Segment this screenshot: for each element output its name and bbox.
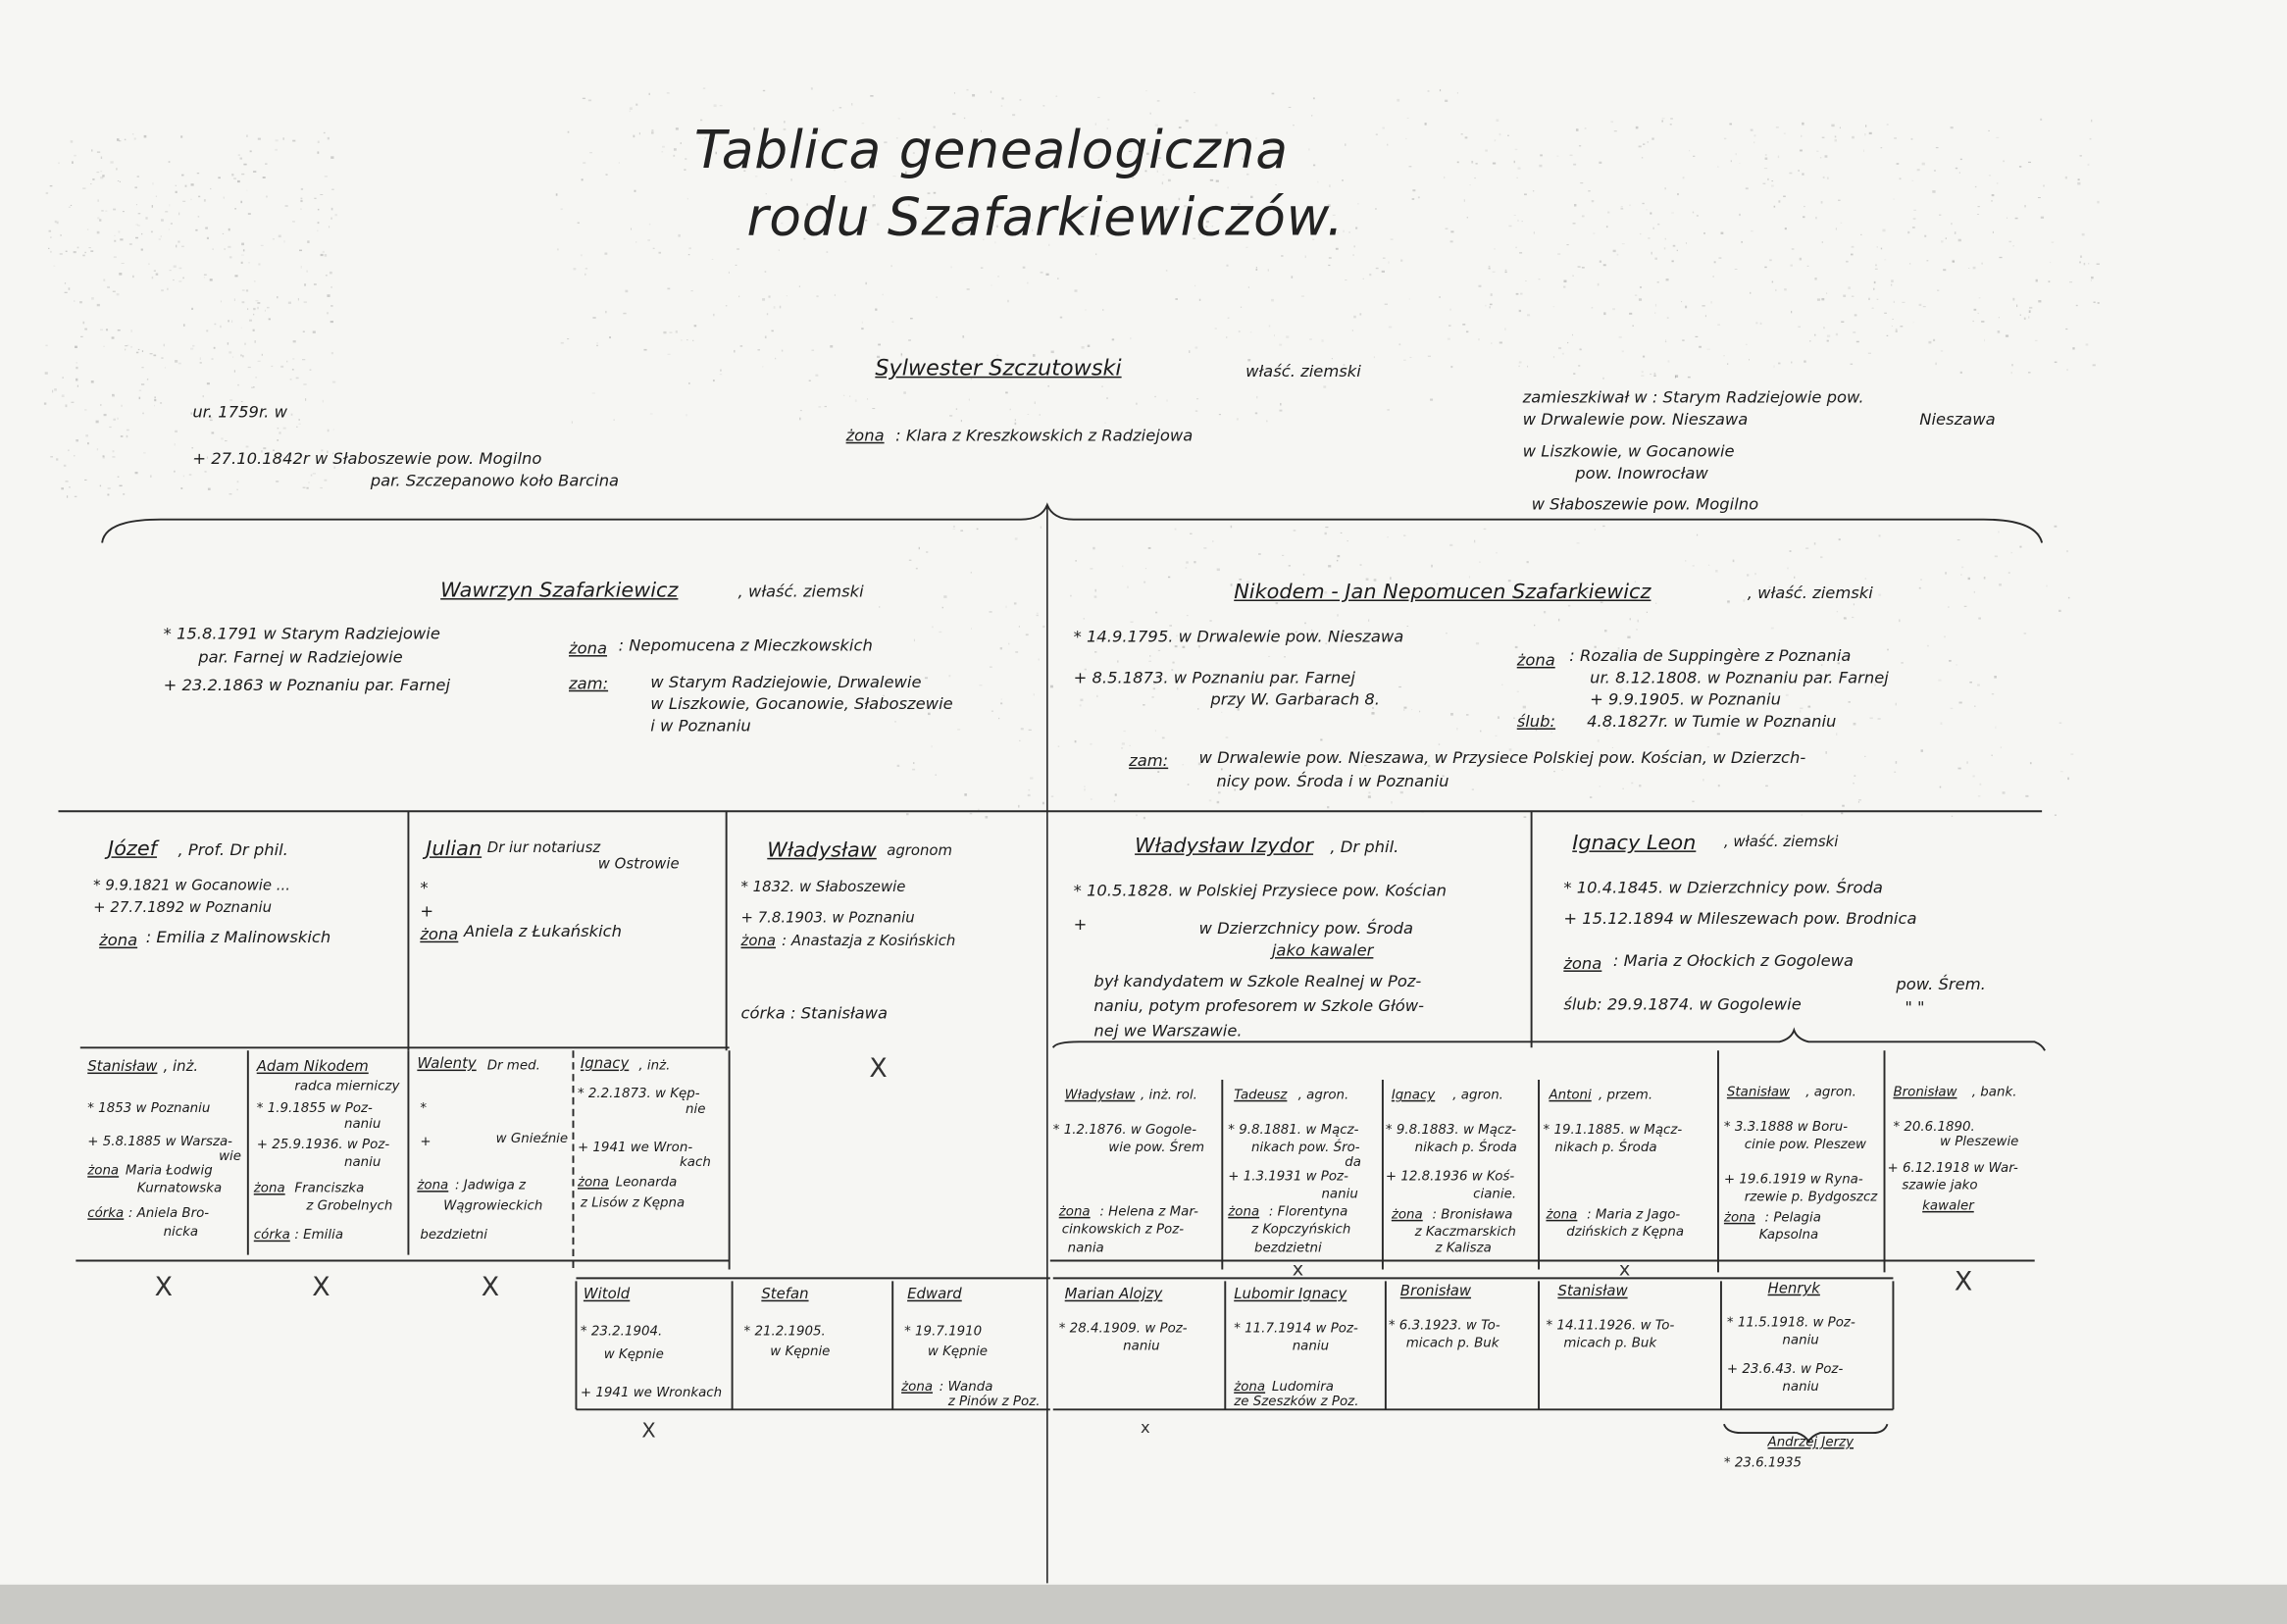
nikodem-wife: : Rozalia de Suppingère z Poznania [1569,646,1852,666]
ignacy-inz-line-3: + 1941 we Wron- [577,1141,693,1156]
wawrzyn-role: , właść. ziemski [737,582,864,602]
bronislaw-bank-name: Bronisław [1893,1085,1957,1100]
ignacy-agron-title: , agron. [1452,1088,1503,1103]
no-issue-mark: x [1141,1418,1150,1438]
jozef-wife-label: żona [99,931,138,950]
bronislaw-g5-line-2: micach p. Buk [1405,1336,1499,1351]
jozef-line-2: + 27.7.1892 w Poznaniu [93,900,273,917]
henryk-line-4: naniu [1782,1380,1819,1396]
tadeusz-wife2: z Kopczyńskich [1251,1222,1351,1238]
tadeusz-title: , agron. [1297,1088,1349,1103]
stanislaw-g5-name: Stanisław [1557,1284,1628,1300]
marian-alojzy-line-2: naniu [1123,1339,1160,1354]
walenty-name: Walenty [417,1056,477,1073]
witold-name: Witold [583,1287,631,1303]
root-name: Sylwester Szczutowski [875,354,1122,381]
bronislaw-bank-line-5: kawaler [1922,1199,1974,1214]
nikodem-name: Nikodem - Jan Nepomucen Szafarkiewicz [1234,581,1652,604]
ignacy-inz-wife2: z Lisów z Kępna [580,1196,686,1211]
wladyslaw-inzrol-name: Władysław [1064,1088,1136,1103]
wladyslaw-izydor-line-6: naniu, potym profesorem w Szkole Głów- [1093,996,1425,1016]
no-issue-mark: X [641,1419,656,1444]
root-role: właść. ziemski [1245,361,1361,381]
wawrzyn-line-2: par. Farnej w Radziejowie [198,647,403,667]
nikodem-line-2: + 8.5.1873. w Poznaniu par. Farnej [1073,668,1355,687]
antoni-line-1: * 19.1.1885. w Mącz- [1543,1123,1683,1139]
lubomir-ignacy-line-1: * 11.7.1914 w Poz- [1234,1322,1358,1337]
tadeusz-line-4: + 1.3.1931 w Poz- [1228,1170,1348,1186]
wawrzyn-wife-label: żona [569,638,608,659]
nikodem-wife-line-2: + 9.9.1905. w Poznaniu [1590,689,1781,710]
adam-nikodem-line-3: naniu [343,1117,381,1133]
walenty-line-2: + [420,1135,432,1150]
tadeusz-wife-label: żona [1228,1204,1260,1220]
wladyslaw-inzrol-wife3: nania [1067,1242,1104,1257]
nikodem-wife-line-1: ur. 8.12.1808. w Poznaniu par. Farnej [1590,668,1889,687]
walenty-wife: : Jadwiga z [455,1179,527,1194]
ignacy-leon-line-2: + 15.12.1894 w Mileszewach pow. Brodnica [1563,908,1917,929]
lubomir-ignacy-wife-label: żona [1234,1380,1266,1396]
wladyslaw-izydor-line-3: w Dzierzchnicy pow. Środa [1198,919,1414,939]
no-issue-mark: X [312,1272,330,1303]
stanislaw-agron-line-3: + 19.6.1919 w Ryna- [1723,1173,1863,1189]
document-title-line2: rodu Szafarkiewiczów. [746,187,1345,248]
wladyslaw-agronom-line-2: + 7.8.1903. w Poznaniu [740,910,915,927]
adam-nikodem-line-5: naniu [343,1155,381,1171]
antoni-wife2: dzińskich z Kępna [1566,1225,1685,1241]
lubomir-ignacy-wife: Ludomira [1271,1380,1334,1396]
adam-nikodem-name: Adam Nikodem [256,1059,369,1076]
andrzej-jerzy-born: * 23.6.1935 [1723,1455,1802,1471]
marian-alojzy-line-1: * 28.4.1909. w Poz- [1058,1322,1188,1337]
walenty-wife2: Wągrowieckich [443,1199,543,1214]
ignacy-leon-name: Ignacy Leon [1572,832,1697,855]
wladyslaw-izydor-line-7: nej we Warszawie. [1093,1021,1243,1040]
nikodem-wife-label: żona [1516,650,1555,670]
witold-line-3: + 1941 we Wronkach [580,1386,723,1401]
antoni-line-2: nikach p. Środa [1554,1141,1657,1156]
wladyslaw-agronom-line-1: * 1832. w Słaboszewie [740,880,906,896]
adam-nikodem-line-1: radca mierniczy [294,1080,400,1094]
tadeusz-line-2: nikach pow. Śro- [1251,1141,1360,1156]
stanislaw-inz-line-2: + 5.8.1885 w Warsza- [87,1135,233,1150]
lubomir-ignacy-wife2: ze Szeszków z Poz. [1234,1395,1359,1410]
stanislaw-inz-wife-label: żona [87,1164,120,1180]
lubomir-ignacy-name: Lubomir Ignacy [1234,1287,1347,1303]
root-residence-6: w Słaboszewie pow. Mogilno [1531,494,1759,514]
adam-nikodem-wife-label: żona [253,1182,285,1197]
wladyslaw-inzrol-wife-label: żona [1058,1204,1091,1220]
root-residence-4: w Liszkowie, w Gocanowie [1522,441,1735,462]
adam-nikodem-line-4: + 25.9.1936. w Poz- [256,1138,390,1153]
stanislaw-agron-name: Stanisław [1726,1085,1791,1100]
ignacy-inz-line-4: kach [680,1155,711,1171]
witold-line-1: * 23.2.1904. [580,1324,663,1340]
wladyslaw-inzrol-wife2: cinkowskich z Poz- [1061,1222,1185,1238]
ignacy-leon-line-1: * 10.4.1845. w Dzierzchnicy pow. Środa [1563,878,1883,898]
antoni-name: Antoni [1549,1088,1592,1103]
adam-nikodem-wife: Franciszka [294,1182,365,1197]
ignacy-leon-wife-label: żona [1563,954,1602,974]
antoni-wife: : Maria z Jago- [1587,1207,1681,1223]
walenty-child: bezdzietni [420,1228,488,1243]
root-residence-2: w Drwalewie pow. Nieszawa [1522,410,1749,430]
edward-wife2: z Pinów z Poz. [947,1395,1041,1410]
ignacy-leon-ditto: " " [1905,997,1925,1018]
no-issue-mark: x [1618,1259,1631,1282]
ignacy-inz-wife-label: żona [577,1176,609,1192]
adam-nikodem-wife2: z Grobelnych [306,1199,393,1214]
lubomir-ignacy-line-2: naniu [1292,1339,1330,1354]
bronislaw-bank-line-4: szawie jako [1902,1179,1978,1194]
adam-nikodem-child-label: córka [253,1228,290,1243]
stanislaw-inz-child-label: córka [87,1206,125,1222]
ignacy-leon-wife-extra: pow. Śrem. [1896,974,1986,994]
antoni-wife-label: żona [1546,1207,1578,1223]
ignacy-agron-line-2: nikach p. Środa [1414,1141,1517,1156]
jozef-title: , Prof. Dr phil. [178,840,288,860]
jozef-line-1: * 9.9.1821 w Gocanowie ... [93,878,291,895]
ignacy-inz-line-2: nie [686,1102,706,1118]
root-wife: : Klara z Kreszkowskich z Radziejowa [895,426,1194,445]
stanislaw-inz-child2: nicka [163,1225,199,1241]
walenty-wife-label: żona [417,1179,449,1194]
wladyslaw-inzrol-title: , inż. rol. [1141,1088,1197,1103]
wladyslaw-agronom-title: agronom [887,842,953,860]
antoni-title: , przem. [1599,1088,1653,1103]
ignacy-inz-line-1: * 2.2.1873. w Kęp- [577,1087,700,1102]
wladyslaw-agronom-wife-label: żona [740,934,776,950]
edward-name: Edward [907,1287,962,1303]
wawrzyn-wife: : Nepomucena z Mieczkowskich [618,635,873,656]
julian-line-2: + [420,901,434,921]
wladyslaw-agronom-name: Władysław [767,838,877,863]
julian-place: w Ostrowie [597,856,680,873]
ignacy-agron-line-1: * 9.8.1883. w Mącz- [1385,1123,1517,1139]
walenty-line-1: * [420,1101,428,1117]
stanislaw-agron-wife-label: żona [1723,1210,1755,1226]
bronislaw-bank-line-2: w Pleszewie [1940,1135,2019,1150]
henryk-line-3: + 23.6.43. w Poz- [1726,1362,1844,1378]
stanislaw-g5-line-2: micach p. Buk [1563,1336,1657,1351]
wawrzyn-res-label: zam: [569,674,609,693]
tadeusz-line-3: da [1345,1155,1361,1171]
tadeusz-child: bezdzietni [1254,1242,1322,1257]
nikodem-role: , właść. ziemski [1747,584,1873,603]
stanislaw-inz-wife: Maria Łodwig [125,1164,213,1180]
root-born: ur. 1759r. w [192,402,287,422]
walenty-line-3: w Gnieźnie [495,1132,569,1147]
wladyslaw-izydor-line-4: jako kawaler [1271,940,1374,961]
bronislaw-bank-line-3: + 6.12.1918 w War- [1887,1161,2018,1177]
jozef-wife: : Emilia z Malinowskich [145,928,331,947]
bronislaw-bank-line-1: * 20.6.1890. [1893,1120,1975,1136]
wawrzyn-line-1: * 15.8.1791 w Starym Radziejowie [163,624,440,644]
henryk-name: Henryk [1767,1281,1820,1297]
wawrzyn-res-1: w Starym Radziejowie, Drwalewie [650,672,922,692]
root-residence-1: zamieszkiwał w : Starym Radziejowie pow. [1522,387,1864,408]
stanislaw-agron-line-2: cinie pow. Pleszew [1744,1138,1867,1153]
scan-bottom-edge [0,1585,2287,1624]
bronislaw-bank-title: , bank. [1971,1085,2017,1100]
stanislaw-agron-line-4: rzewie p. Bydgoszcz [1744,1191,1878,1205]
stanislaw-inz-title: , inż. [163,1059,199,1076]
nikodem-wedding: 4.8.1827r. w Tumie w Poznaniu [1587,712,1837,732]
tadeusz-name: Tadeusz [1234,1088,1288,1103]
no-issue-mark: X [154,1272,174,1303]
wladyslaw-izydor-line-2: + [1073,914,1088,935]
wawrzyn-line-3: + 23.2.1863 w Poznaniu par. Farnej [163,675,451,695]
stanislaw-g5-line-1: * 14.11.1926. w To- [1546,1319,1675,1334]
ignacy-inz-wife: Leonarda [615,1176,678,1192]
no-issue-mark: X [1954,1266,1973,1297]
bronislaw-g5-name: Bronisław [1399,1284,1472,1300]
stanislaw-inz-wife2: Kurnatowska [136,1182,223,1197]
ignacy-leon-title: , właść. ziemski [1723,835,1839,851]
wawrzyn-name: Wawrzyn Szafarkiewicz [440,579,679,603]
root-parish: par. Szczepanowo koło Barcina [370,471,620,490]
wladyslaw-agronom-wife: : Anastazja z Kosińskich [782,934,956,950]
stanislaw-inz-line-1: * 1853 w Poznaniu [87,1101,211,1117]
wladyslaw-izydor-title: , Dr phil. [1330,837,1399,857]
adam-nikodem-line-2: * 1.9.1855 w Poz- [256,1101,373,1117]
bronislaw-g5-line-1: * 6.3.1923. w To- [1388,1319,1500,1334]
ignacy-agron-line-3: + 12.8.1936 w Koś- [1385,1170,1515,1186]
henryk-line-1: * 11.5.1918. w Poz- [1726,1316,1855,1331]
stefan-line-1: * 21.2.1905. [743,1324,826,1340]
stefan-line-2: w Kępnie [770,1345,831,1360]
julian-wife: Aniela z Łukańskich [463,922,623,941]
no-issue-mark: x [1292,1259,1304,1282]
ignacy-inz-title: , inż. [638,1059,671,1075]
stanislaw-agron-title: , agron. [1805,1085,1856,1100]
tadeusz-line-5: naniu [1321,1188,1358,1203]
marian-alojzy-name: Marian Alojzy [1064,1287,1163,1303]
edward-wife: : Wanda [939,1380,993,1396]
wladyslaw-agronom-daughter: córka : Stanisława [740,1003,889,1023]
wladyslaw-izydor-name: Władysław Izydor [1135,835,1314,858]
ignacy-leon-wedding: ślub: 29.9.1874. w Gogolewie [1563,994,1802,1015]
no-issue-mark: X [481,1272,500,1303]
nikodem-res-label: zam: [1129,751,1169,771]
wawrzyn-res-3: i w Poznaniu [650,716,751,736]
root-wife-label: żona [845,426,885,445]
henryk-line-2: naniu [1782,1333,1819,1348]
root-residence-3: Nieszawa [1919,410,1996,430]
edward-line-2: w Kępnie [927,1345,989,1360]
wladyslaw-izydor-line-5: był kandydatem w Szkole Realnej w Poz- [1093,971,1422,991]
witold-line-2: w Kępnie [603,1347,664,1363]
document-title-line1: Tablica genealogiczna [693,121,1289,181]
stanislaw-agron-line-1: * 3.3.1888 w Boru- [1723,1120,1849,1136]
ignacy-agron-wife2: z Kaczmarskich [1414,1225,1516,1241]
stanislaw-inz-child: : Aniela Bro- [127,1206,210,1222]
nikodem-res-2: nicy pow. Środa i w Poznaniu [1216,772,1449,791]
root-died: + 27.10.1842r w Słaboszewie pow. Mogilno [192,449,542,469]
no-issue-mark: X [869,1053,888,1085]
ignacy-agron-line-4: cianie. [1473,1188,1517,1203]
tadeusz-line-1: * 9.8.1881. w Mącz- [1228,1123,1359,1139]
edward-line-1: * 19.7.1910 [904,1324,983,1340]
stanislaw-agron-wife: : Pelagia [1764,1210,1821,1226]
tadeusz-wife: : Florentyna [1268,1204,1348,1220]
wladyslaw-inzrol-line-1: * 1.2.1876. w Gogole- [1052,1123,1197,1139]
wawrzyn-res-2: w Liszkowie, Gocanowie, Słaboszewie [650,694,953,714]
julian-wife-label: żona [420,925,459,944]
julian-name: Julian [426,837,483,861]
ignacy-agron-wife-label: żona [1391,1207,1423,1223]
wladyslaw-inzrol-wife: : Helena z Mar- [1099,1204,1198,1220]
julian-line-1: * [420,878,429,898]
andrzej-jerzy-name: Andrzej Jerzy [1767,1436,1855,1450]
nikodem-wedding-label: ślub: [1516,712,1556,732]
edward-wife-label: żona [901,1380,934,1396]
nikodem-line-1: * 14.9.1795. w Drwalewie pow. Nieszawa [1073,627,1404,647]
ignacy-agron-name: Ignacy [1391,1088,1436,1103]
nikodem-res-1: w Drwalewie pow. Nieszawa, w Przysiece Polskiej pow. Kościan, w Dzierzch- [1198,748,1806,768]
stefan-name: Stefan [761,1287,809,1303]
stanislaw-inz-line-3: wie [219,1149,241,1165]
walenty-title: Dr med. [486,1059,540,1075]
wladyslaw-inzrol-line-2: wie pow. Śrem [1108,1141,1205,1156]
wladyslaw-izydor-line-1: * 10.5.1828. w Polskiej Przysiece pow. Kościan [1073,881,1448,901]
nikodem-line-3: przy W. Garbarach 8. [1210,689,1380,710]
ignacy-agron-wife3: z Kalisza [1435,1242,1492,1257]
ignacy-leon-wife: : Maria z Ołockich z Gogolewa [1612,951,1855,971]
ignacy-agron-wife: : Bronisława [1432,1207,1513,1223]
adam-nikodem-child: : Emilia [294,1228,344,1243]
root-residence-5: pow. Inowrocław [1575,464,1708,483]
jozef-name: Józef [108,837,158,861]
julian-title: Dr iur notariusz [486,840,601,857]
stanislaw-agron-wife2: Kapsolna [1758,1228,1819,1243]
ignacy-inz-name: Ignacy [580,1056,630,1073]
stanislaw-inz-name: Stanisław [87,1059,158,1076]
